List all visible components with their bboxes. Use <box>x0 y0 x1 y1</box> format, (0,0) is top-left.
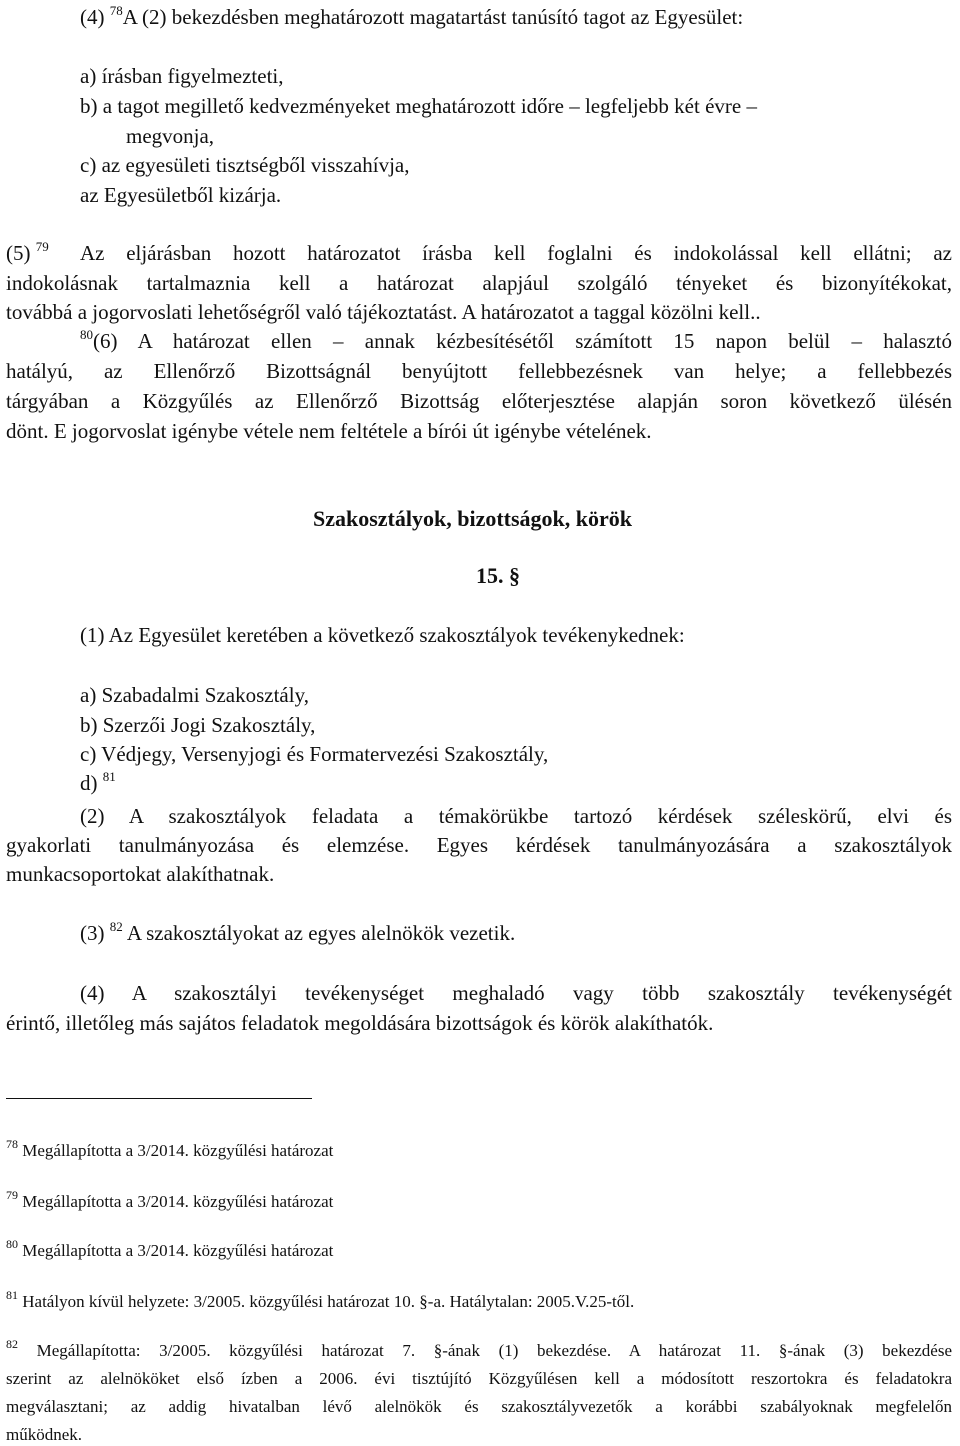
paragraph-5-line-1 <box>6 240 49 266</box>
list-item: c) Védjegy, Versenyjogi és Formatervezési Szakosztály, <box>80 742 549 766</box>
section-number: 15. § <box>476 563 520 588</box>
list-item-continuation: megvonja, <box>126 124 215 148</box>
footnote-number: 78 <box>6 1137 18 1151</box>
list-item: c) az egyesületi tisztségből visszahívja, <box>80 153 410 177</box>
footnote-text: szerint az alelnököket első ízben a 2006. évi tisztújító Közgyűlésen kell a módosított reszortokra és feladatokra <box>6 1369 952 1388</box>
paragraph-2-line: gyakorlati tanulmányozása és elemzése. Egyes kérdések tanulmányozására a szakosztályok <box>6 833 952 857</box>
list-item-d <box>80 770 116 796</box>
paragraph-2-line: (2) A szakosztályok feladata a témakörükbe tartozó kérdések széleskörű, elvi és <box>80 804 952 828</box>
footnote <box>6 1188 334 1213</box>
footnote-ref[interactable]: 79 <box>35 239 49 254</box>
list-item: az Egyesületből kizárja. <box>80 183 282 207</box>
footnote-text: működnek. <box>6 1425 83 1444</box>
footnote-ref[interactable]: 81 <box>102 769 116 784</box>
footnote-text: Megállapította a 3/2014. közgyűlési határozat <box>22 1141 334 1160</box>
paragraph-text: tárgyában a Közgyűlés az Ellenőrző Bizottság előterjesztése alapján soron következő ülésén <box>6 389 952 413</box>
paragraph-4-line: érintő, illetőleg más sajátos feladatok megoldására bizottságok és körök alakíthatók. <box>6 1011 714 1035</box>
paragraph-text: A szakosztályokat az egyes alelnökök vezetik. <box>126 921 516 945</box>
paragraph-1: (1) Az Egyesület keretében a következő szakosztályok tevékenykednek: <box>80 623 685 647</box>
paragraph-3 <box>80 920 515 946</box>
footnote-divider <box>6 1098 312 1099</box>
paragraph-label: (3) <box>80 921 105 945</box>
footnote-ref[interactable]: 78 <box>109 3 123 18</box>
footnote-ref[interactable]: 82 <box>109 919 123 934</box>
footnote-text: Megállapította a 3/2014. közgyűlési határozat <box>22 1192 334 1211</box>
list-item: a) írásban figyelmezteti, <box>80 64 284 88</box>
footnote <box>6 1337 953 1362</box>
list-item: b) Szerzői Jogi Szakosztály, <box>80 713 316 737</box>
footnote <box>6 1137 334 1162</box>
footnote-number: 79 <box>6 1188 18 1202</box>
footnote-number: 82 <box>6 1337 18 1351</box>
footnote-text: Megállapította a 3/2014. közgyűlési határozat <box>22 1241 334 1260</box>
list-item-label: d) <box>80 771 98 795</box>
paragraph-text: indokolásnak tartalmaznia kell a határozat alapjául szolgáló tényeket és bizonyítékokat, <box>6 271 952 295</box>
paragraph-label: (5) <box>6 241 31 265</box>
footnote <box>6 1288 635 1313</box>
paragraph-2-line: munkacsoportokat alakíthatnak. <box>6 862 275 886</box>
footnote-number: 80 <box>6 1237 18 1251</box>
section-heading: Szakosztályok, bizottságok, körök <box>313 506 633 531</box>
footnote-text: megválasztani; az addig hivatalban lévő alelnökök és szakosztályvezetők a korábbi szabályoknak megfelelőn <box>6 1397 952 1416</box>
footnote-ref[interactable]: 80 <box>80 327 93 342</box>
paragraph-text: A (2) bekezdésben meghatározott magatartást tanúsító tagot az Egyesület: <box>122 5 744 29</box>
paragraph-label: (4) <box>80 5 105 29</box>
footnote <box>6 1237 334 1262</box>
paragraph-4-line <box>80 4 743 30</box>
footnote-number: 81 <box>6 1288 18 1302</box>
list-item: a) Szabadalmi Szakosztály, <box>80 683 309 707</box>
footnote-text: Megállapította: 3/2005. közgyűlési határozat 7. §-ának (1) bekezdése. A határozat 11. §-ának (3) bekezdése <box>36 1341 953 1360</box>
list-item: b) a tagot megillető kedvezményeket meghatározott időre – legfeljebb két évre – <box>80 94 757 118</box>
paragraph-text: (6) A határozat ellen – annak kézbesítésétől számított 15 napon belül – halasztó <box>93 329 952 353</box>
paragraph-text: Az eljárásban hozott határozatot írásba kell foglalni és indokolással kell ellátni; az <box>80 241 952 265</box>
footnote-text: Hatályon kívül helyzete: 3/2005. közgyűlési határozat 10. §-a. Hatálytalan: 2005.V.25-től. <box>22 1292 635 1311</box>
paragraph-4-line: (4) A szakosztályi tevékenységet meghaladó vagy több szakosztály tevékenységét <box>80 981 952 1005</box>
paragraph-text: dönt. E jogorvoslat igénybe vétele nem feltétele a bírói út igénybe vételének. <box>6 419 652 443</box>
paragraph-text: hatályú, az Ellenőrző Bizottságnál benyújtott fellebbezésnek van helye; a fellebbezés <box>6 359 952 383</box>
paragraph-6-line-1 <box>80 328 952 354</box>
paragraph-text: továbbá a jogorvoslati lehetőségről való tájékoztatást. A határozatot a taggal közölni kell.. <box>6 300 761 324</box>
